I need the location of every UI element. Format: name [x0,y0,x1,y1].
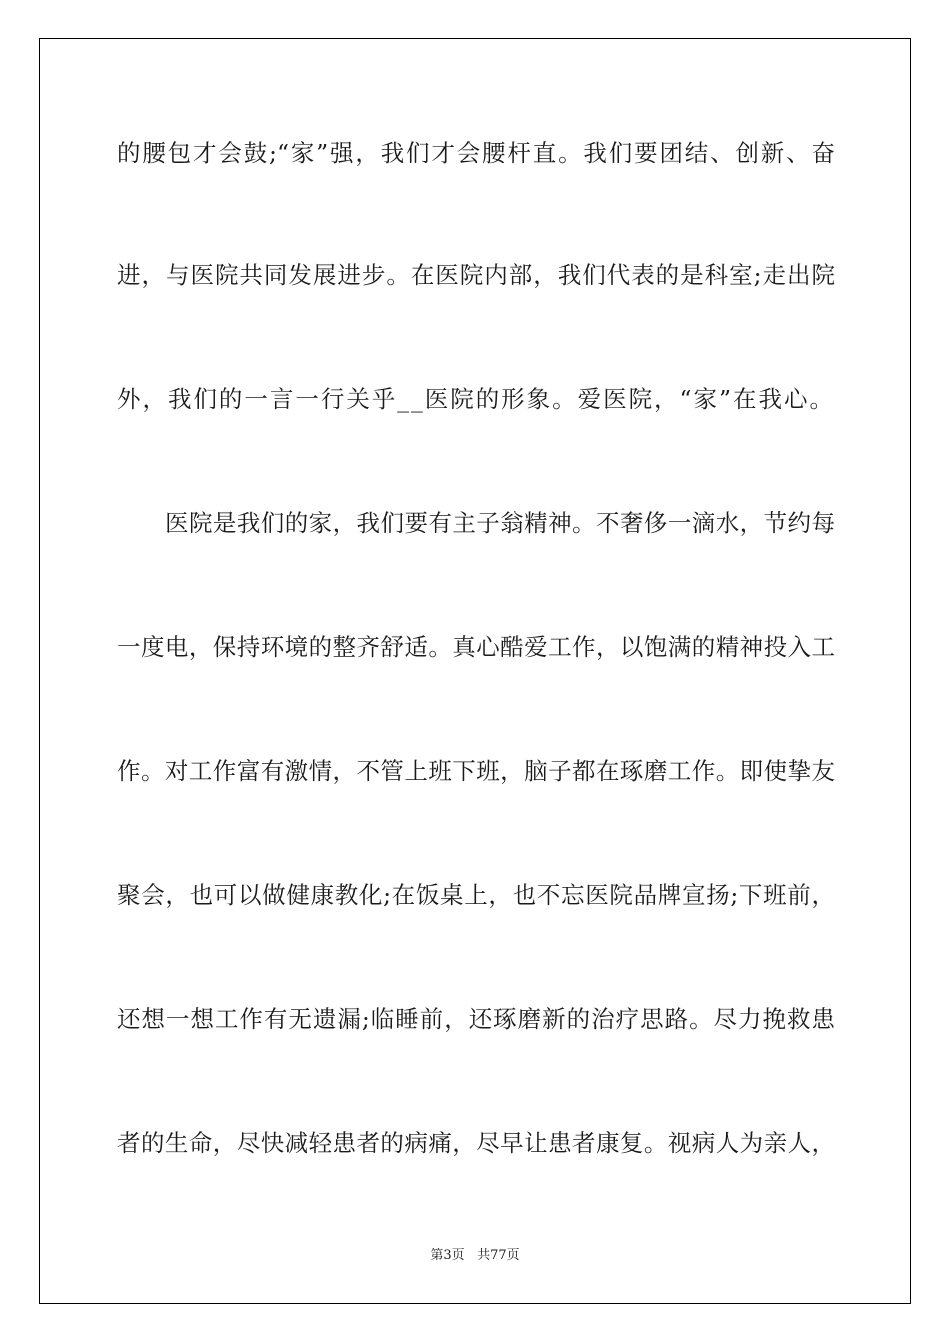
text-line-3: 外，我们的一言一行关乎__医院的形象。爱医院，“家”在我心。 [117,385,835,413]
page-number: 第3页 [430,1248,465,1263]
text-line-9: 者的生命，尽快减轻患者的病痛，尽早让患者康复。视病人为亲人， [117,1129,835,1157]
text-line-2: 进，与医院共同发展进步。在医院内部，我们代表的是科室;走出院 [117,261,835,289]
text-line-6: 作。对工作富有激情，不管上班下班，脑子都在琢磨工作。即使挚友 [117,757,835,785]
text-line-1: 的腰包才会鼓;“家”强，我们才会腰杆直。我们要团结、创新、奋 [117,139,835,167]
page-footer [0,1247,950,1265]
text-line-8: 还想一想工作有无遗漏;临睡前，还琢磨新的治疗思路。尽力挽救患 [117,1005,835,1033]
text-line-7: 聚会，也可以做健康教化;在饭桌上，也不忘医院品牌宣扬;下班前， [117,881,835,909]
text-line-5: 一度电，保持环境的整齐舒适。真心酷爱工作，以饱满的精神投入工 [117,633,835,661]
page-border [39,38,911,1304]
text-line-4: 医院是我们的家，我们要有主子翁精神。不奢侈一滴水，节约每 [165,509,835,537]
page-total: 共77页 [477,1248,520,1263]
